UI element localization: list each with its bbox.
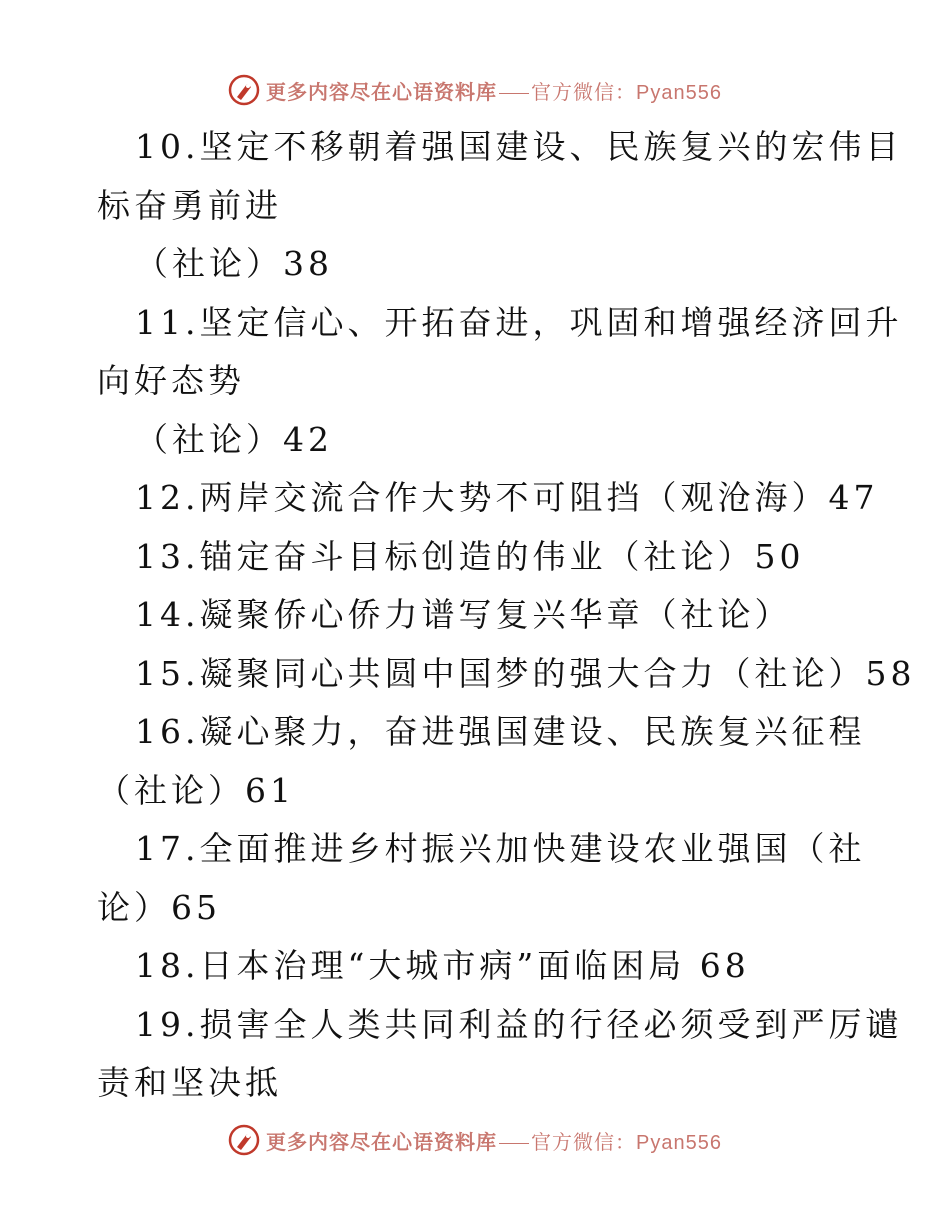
toc-entry: 17.全面推进乡村振兴加快建设农业强国（社	[135, 829, 866, 868]
footer-banner	[0, 1120, 950, 1160]
toc-entry-continuation: 论）65	[97, 887, 221, 927]
toc-entry-continuation: 标奋勇前进	[97, 185, 282, 225]
toc-entry-page: （社论）42	[135, 419, 333, 459]
document-body	[97, 118, 916, 1113]
pen-logo-icon	[228, 1124, 260, 1156]
toc-entry-continuation: （社论）61	[97, 770, 295, 810]
toc-entry: 19.损害全人类共同利益的行径必须受到严厉谴	[135, 1004, 903, 1044]
pen-logo-icon	[228, 74, 260, 106]
toc-entry-continuation: 向好态势	[97, 361, 245, 400]
toc-entry: 16.凝心聚力，奋进强国建设、民族复兴征程	[135, 712, 866, 751]
toc-entry-continuation: 责和坚决抵	[97, 1063, 282, 1102]
banner-text: 更多内容尽在心语资料库 官方微信：Pyan556	[266, 79, 722, 104]
toc-entry: 14.凝聚侨心侨力谱写复兴华章（社论）	[135, 595, 792, 634]
toc-entry: 10.坚定不移朝着强国建设、民族复兴的宏伟目	[135, 127, 903, 166]
banner-text: 更多内容尽在心语资料库 官方微信：Pyan556	[266, 1129, 722, 1154]
toc-entry: 18.日本治理“大城市病”面临困局 68	[135, 946, 750, 985]
toc-entry: 15.凝聚同心共圆中国梦的强大合力（社论）58	[135, 653, 916, 693]
toc-entry: 12.两岸交流合作大势不可阻挡（观沧海）47	[135, 478, 879, 517]
toc-entry-page: （社论）38	[135, 244, 333, 283]
toc-entry: 13.锚定奋斗目标创造的伟业（社论）50	[135, 536, 805, 576]
header-banner	[0, 70, 950, 110]
toc-entry: 11.坚定信心、开拓奋进，巩固和增强经济回升	[135, 302, 903, 342]
